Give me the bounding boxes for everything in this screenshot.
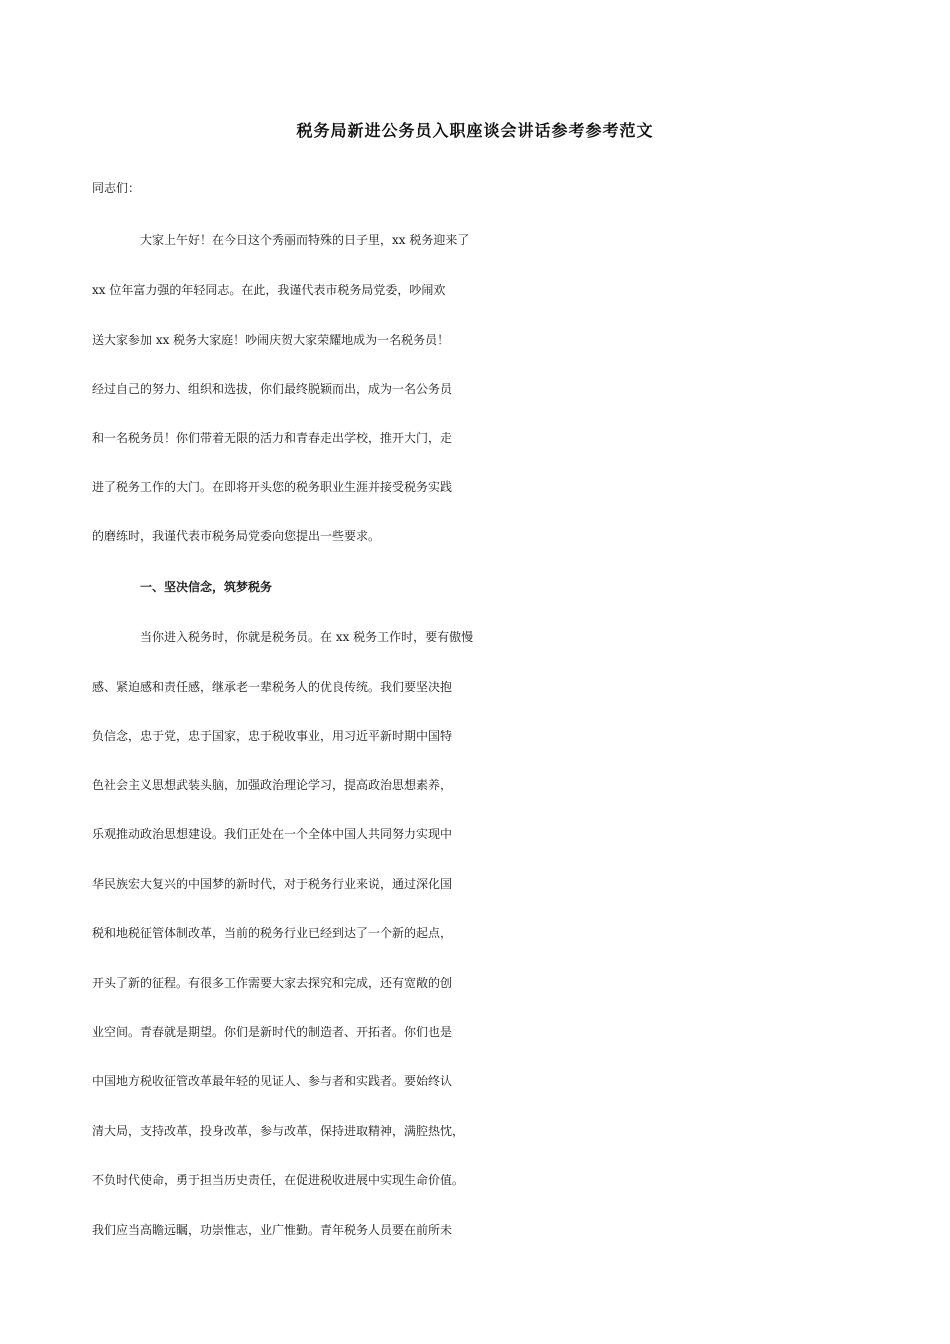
paragraph-line: 乐观推动政治思想建设。我们正处在一个全体中国人共同努力实现中 (92, 827, 453, 841)
paragraph-line: 和一名税务员！你们带着无限的活力和青春走出学校，推开大门，走 (92, 431, 453, 445)
paragraph-line: 清大局，支持改革，投身改革，参与改革，保持进取精神，满腔热忱， (92, 1124, 465, 1138)
paragraph-line: 不负时代使命，勇于担当历史责任，在促进税收进展中实现生命价值。 (92, 1173, 465, 1187)
paragraph-line: 的磨练时，我谨代表市税务局党委向您提出一些要求。 (92, 529, 381, 543)
document-title: 税务局新进公务员入职座谈会讲话参考参考范文 (296, 121, 654, 140)
paragraph-line: 进了税务工作的大门。在即将开头您的税务职业生涯并接受税务实践 (92, 480, 453, 494)
paragraph-line: 华民族宏大复兴的中国梦的新时代，对于税务行业来说，通过深化国 (92, 877, 453, 891)
section-heading: 一、坚决信念，筑梦税务 (140, 580, 273, 594)
paragraph-line: 我们应当高瞻远瞩，功崇惟志，业广惟勤。青年税务人员要在前所未 (92, 1223, 453, 1237)
paragraph-line: 感、紧迫感和责任感，继承老一辈税务人的优良传统。我们要坚决抱 (92, 680, 453, 694)
paragraph-line: 经过自己的努力、组织和选拔，你们最终脱颖而出，成为一名公务员 (92, 382, 453, 396)
paragraph-line: 税和地税征管体制改革，当前的税务行业已经到达了一个新的起点， (92, 926, 453, 940)
paragraph-line: 中国地方税收征管改革最年轻的见证人、参与者和实践者。要始终认 (92, 1074, 453, 1088)
paragraph-line: 送大家参加 xx 税务大家庭！吵闹庆贺大家荣耀地成为一名税务员！ (92, 333, 450, 347)
paragraph-line: 大家上午好！在今日这个秀丽而特殊的日子里，xx 税务迎来了 (140, 233, 470, 247)
paragraph-line: 色社会主义思想武装头脑，加强政治理论学习，提高政治思想素养， (92, 778, 453, 792)
paragraph-line: xx 位年富力强的年轻同志。在此，我谨代表市税务局党委，吵闹欢 (92, 283, 446, 297)
salutation: 同志们： (92, 181, 141, 195)
paragraph-line: 开头了新的征程。有很多工作需要大家去探究和完成，还有宽敞的创 (92, 976, 453, 990)
paragraph-line: 负信念，忠于党，忠于国家，忠于税收事业，用习近平新时期中国特 (92, 729, 453, 743)
paragraph-line: 当你进入税务时，你就是税务员。在 xx 税务工作时，要有傲慢 (140, 630, 474, 644)
paragraph-line: 业空间。青春就是期望。你们是新时代的制造者、开拓者。你们也是 (92, 1025, 453, 1039)
